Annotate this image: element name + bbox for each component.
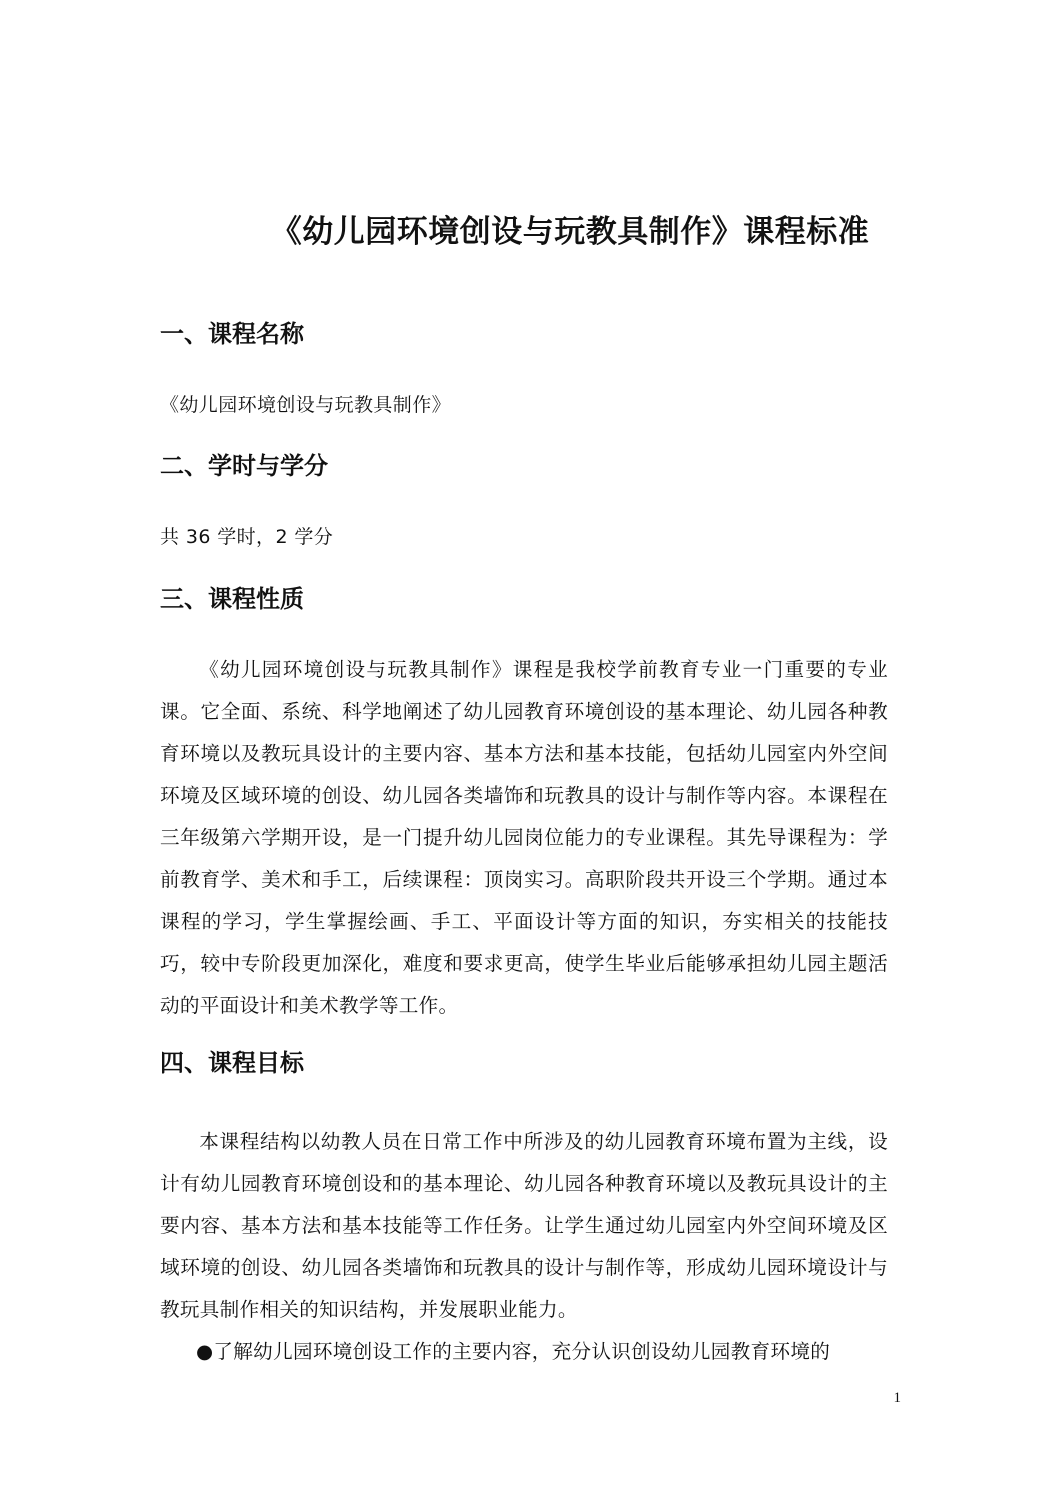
page-number: 1: [893, 1390, 901, 1406]
section-heading-hours-credits: 二、学时与学分: [160, 452, 328, 480]
course-name-text: 《幼儿园环境创设与玩教具制作》: [160, 394, 452, 416]
document-title: 《幼儿园环境创设与玩教具制作》课程标准: [270, 214, 870, 250]
course-objectives-paragraph: 本课程结构以幼教人员在日常工作中所涉及的幼儿园教育环境布置为主线，设计有幼儿园教育环境创设和的基本理论、幼儿园各种教育环境以及教玩具设计的主要内容、基本方法和基本技能等工作任务。让学生通过幼儿园室内外空间环境及区域环境的创设、幼儿园各类墙饰和玩教具的设计与制作等，形成幼儿园环境设计与教玩具制作相关的知识结构，并发展职业能力。: [160, 1130, 888, 1321]
section-heading-course-objectives: 四、课程目标: [160, 1049, 304, 1077]
objective-bullet-item: ●了解幼儿园环境创设工作的主要内容，充分认识创设幼儿园教育环境的: [196, 1340, 831, 1363]
section-heading-course-name: 一、课程名称: [160, 320, 304, 348]
course-nature-paragraph: 《幼儿园环境创设与玩教具制作》课程是我校学前教育专业一门重要的专业课。它全面、系统、科学地阐述了幼儿园教育环境创设的基本理论、幼儿园各种教育环境以及教玩具设计的主要内容、基本方法和基本技能，包括幼儿园室内外空间环境及区域环境的创设、幼儿园各类墙饰和玩教具的设计与制作等内容。本课程在三年级第六学期开设，是一门提升幼儿园岗位能力的专业课程。其先导课程为：学前教育学、美术和手工，后续课程：顶岗实习。高职阶段共开设三个学期。通过本课程的学习，学生掌握绘画、手工、平面设计等方面的知识，夯实相关的技能技巧，较中专阶段更加深化，难度和要求更高，使学生毕业后能够承担幼儿园主题活动的平面设计和美术教学等工作。: [160, 658, 888, 1017]
hours-credits-text: 共 36 学时，2 学分: [160, 526, 334, 548]
section-heading-course-nature: 三、课程性质: [160, 585, 304, 613]
